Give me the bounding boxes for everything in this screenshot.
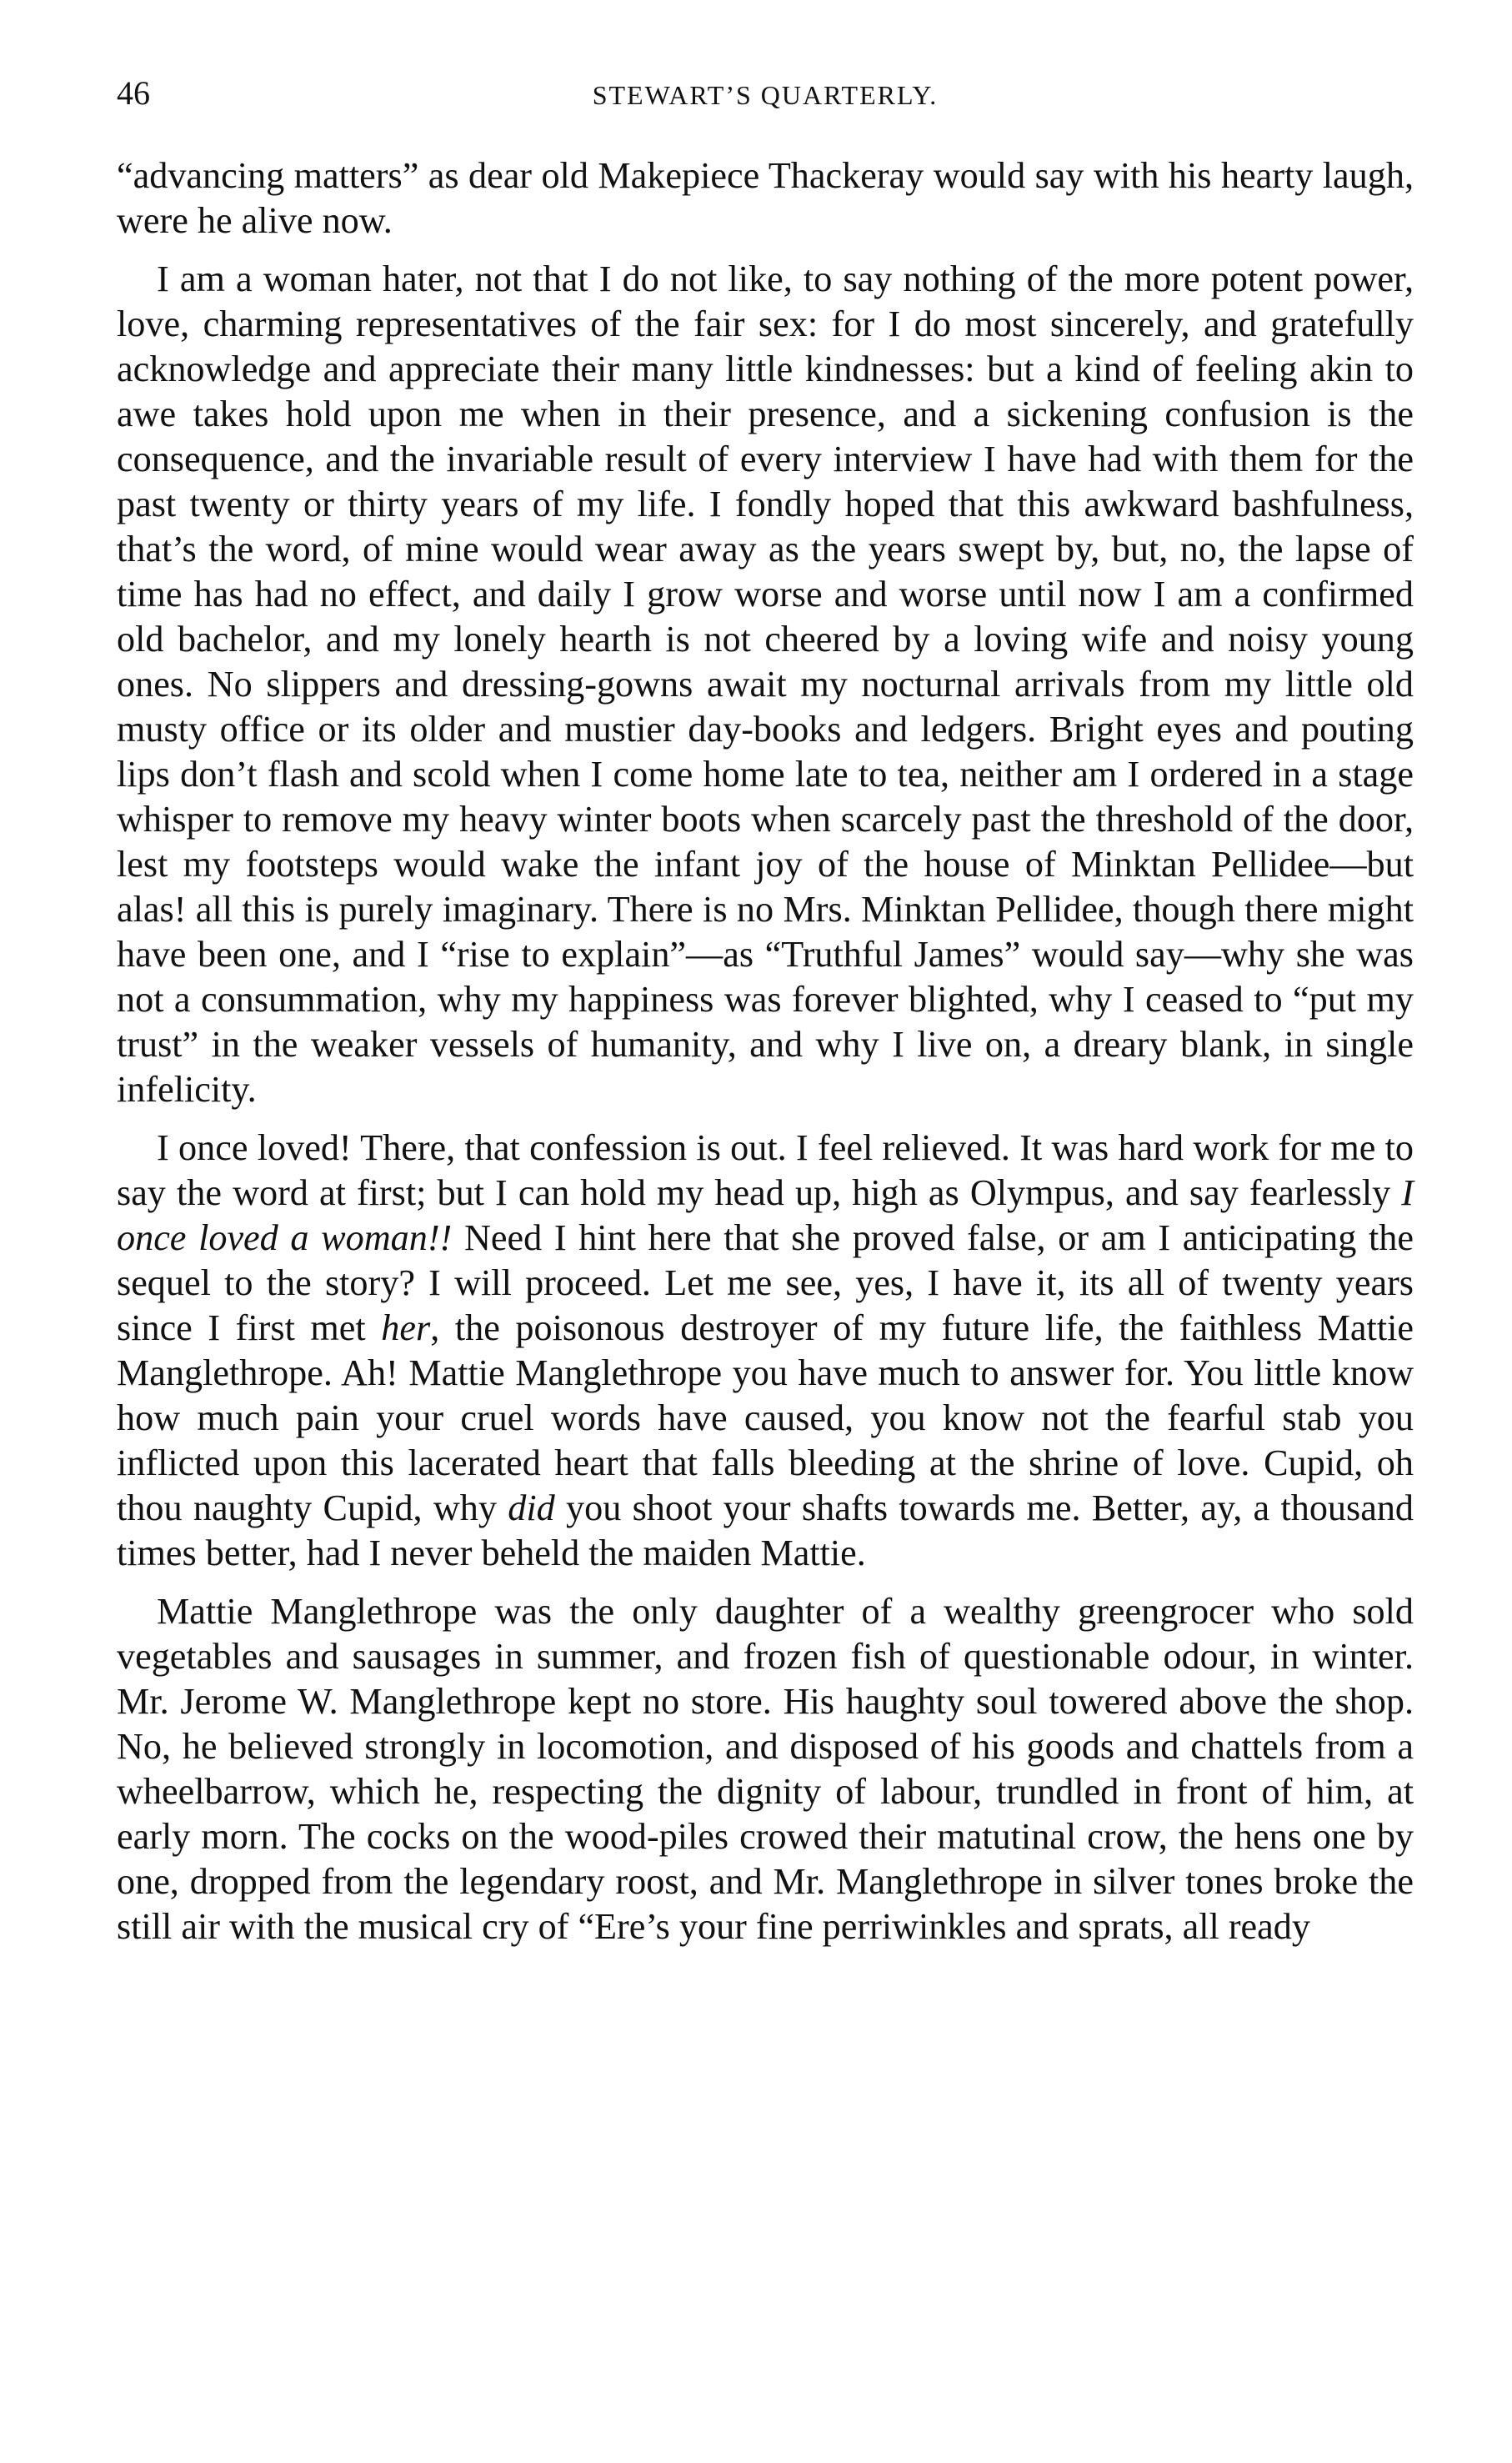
journal-title: STEWART’S QUARTERLY. <box>592 80 939 110</box>
paragraph-3-text-d: you shoot your shafts towards me. Better, ay, a thousand times better, had I never beheld the maiden Mattie. <box>117 1487 1414 1573</box>
paragraph-2: I am a woman hater, not that I do not like, to say nothing of the more potent power, love, charming representatives of the fair sex: for I do most sincerely, and gratefully acknowledge and appreciate their many little kindnesses: but a kind of feeling akin to awe takes hold upon me when in their presence, and a sickening confusion is the consequence, and the invariable result of every interview I have had with them for the past twenty or thirty years of my life. I fondly hoped that this awkward bashfulness, that’s the word, of mine would wear away as the years swept by, but, no, the lapse of time has had no effect, and daily I grow worse and worse until now I am a confirmed old bachelor, and my lonely hearth is not cheered by a loving wife and noisy young ones. No slippers and dressing-gowns await my nocturnal arrivals from my little old musty office or its older and mustier day-books and ledgers. Bright eyes and pouting lips don’t flash and scold when I come home late to tea, neither am I ordered in a stage whisper to remove my heavy winter boots when scarcely past the threshold of the door, lest my footsteps would wake the infant joy of the house of Minktan Pellidee—but alas! all this is purely imaginary. There is no Mrs. Minktan Pellidee, though there might have been one, and I “rise to explain”—as “Truthful James” would say—why she was not a consummation, why my happiness was forever blighted, why I ceased to “put my trust” in the weaker vessels of humanity, and why I live on, a dreary blank, in single infelicity. <box>117 258 1414 1110</box>
article-body <box>117 153 1414 1949</box>
paragraph-3-text-a: I once loved! There, that confession is out. I feel relieved. It was hard work for me to say the word at first; but I can hold my head up, high as Olympus, and say fearlessly <box>117 1127 1414 1213</box>
running-head <box>117 74 1414 130</box>
paragraph-1: “advancing matters” as dear old Makepiece Thackeray would say with his hearty laugh, were he alive now. <box>117 155 1414 241</box>
paragraph-3 <box>117 1126 1414 1576</box>
page-number: 46 <box>117 74 150 112</box>
italic-word-did: did <box>508 1487 555 1528</box>
paragraph-4: Mattie Manglethrope was the only daughter of a wealthy greengrocer who sold vegetables and sausages in summer, and frozen fish of questionable odour, in winter. Mr. Jerome W. Manglethrope kept no store. His haughty soul towered above the shop. No, he believed strongly in locomotion, and disposed of his goods and chattels from a wheelbarrow, which he, respecting the dignity of labour, trundled in front of him, at early morn. The cocks on the wood-piles crowed their matutinal crow, the hens one by one, dropped from the legendary roost, and Mr. Manglethrope in silver tones broke the still air with the musical cry of “Ere’s your fine perriwinkles and sprats, all ready <box>117 1591 1414 1947</box>
italic-phrase-once-loved: I once loved a woman!! <box>117 1172 1414 1258</box>
italic-word-her: her <box>381 1307 431 1348</box>
paragraph-3-text-b: Need I hint here that she proved false, or am I anticipating the sequel to the story? I will proceed. Let me see, yes, I have it, its all of twenty years since I first met <box>117 1217 1414 1348</box>
page <box>117 74 1414 1963</box>
paragraph-3-text-c: , the poisonous destroyer of my future life, the faithless Mattie Manglethrope. Ah! Mattie Manglethrope you have much to answer for. You little know how much pain your cruel words have caused, you know not the fearful stab you inflicted upon this lacerated heart that falls bleeding at the shrine of love. Cupid, oh thou naughty Cupid, why <box>117 1307 1414 1528</box>
